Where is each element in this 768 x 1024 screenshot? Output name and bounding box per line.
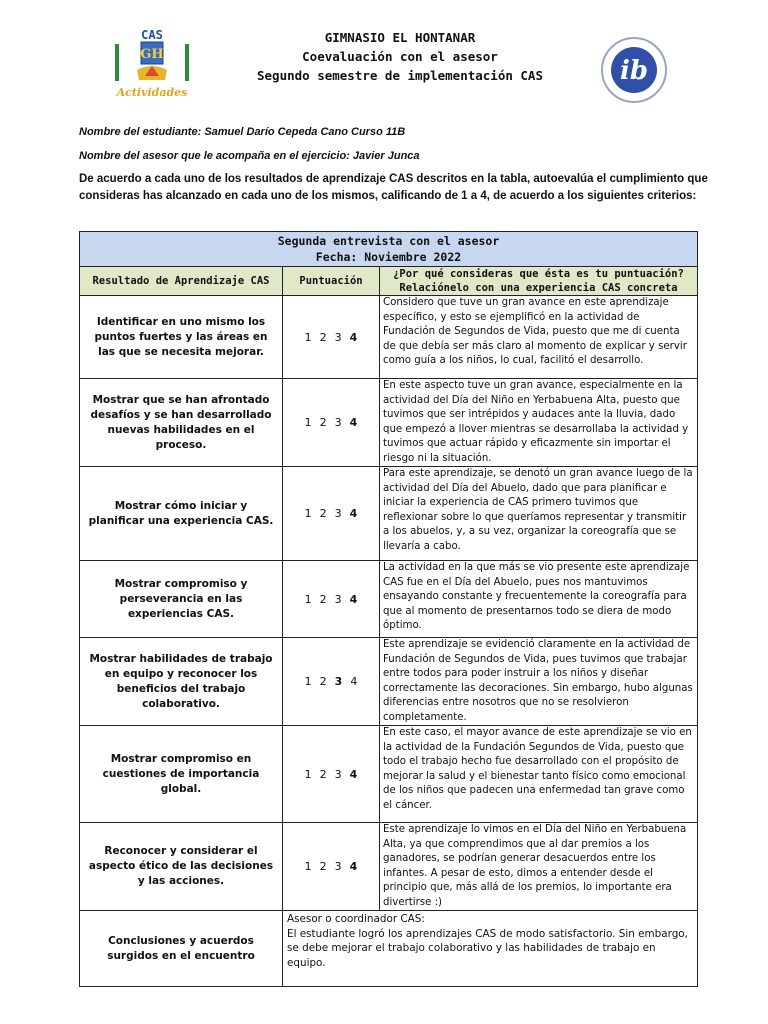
score-option: 1: [304, 507, 312, 520]
score-option: 4: [349, 507, 358, 520]
justification-text: Para este aprendizaje, se denotó un gran avance luego de la actividad del Día del Abuelo, dado que para planificar e iniciar la experiencia de CAS primero tuvimos que reflexionar sobre lo que queríamos representar y transmitir a los abuelos, y, a su vez, organizar la coreografía que se llevaría a cabo.: [380, 467, 698, 561]
justification-text: Este aprendizaje se evidenció claramente en la actividad de Fundación de Segundos de Vida, pues tuvimos que trabajar entre todos para poder instruir a los niños y diseñar correctamente las decoraciones. Sin embargo, hubo algunas diferencias entre nosotros que no se resolvieron completamente.: [380, 638, 698, 726]
cas-logo-title: CAS: [141, 28, 163, 42]
score-option: 1: [304, 592, 312, 606]
table-row: [80, 296, 698, 379]
score-option: 2: [319, 860, 327, 873]
advisor-name: Javier Junca: [352, 150, 420, 162]
learning-outcome: Mostrar cómo iniciar y planificar una experiencia CAS.: [80, 467, 283, 561]
advisor-line: [79, 150, 719, 162]
table-date: Fecha: Noviembre 2022: [315, 250, 462, 264]
score-option: 3: [334, 592, 342, 606]
conclusions-label: Conclusiones y acuerdos surgidos en el encuentro: [80, 911, 283, 987]
score-option: 4: [349, 330, 358, 344]
table-body: [80, 296, 698, 911]
ib-logo: [600, 36, 668, 104]
score-option: 1: [304, 675, 312, 688]
student-name: Samuel Darío Cepeda Cano Curso 11B: [204, 126, 406, 138]
score-cell: [283, 561, 380, 638]
column-header-why: ¿Por qué consideras que ésta es tu puntuación? Relaciónelo con una experiencia CAS concreta: [380, 267, 698, 296]
cas-logo: [107, 26, 197, 102]
table-row: [80, 638, 698, 726]
document-header: [0, 0, 768, 110]
table-row: [80, 726, 698, 823]
score-option: 4: [349, 860, 358, 873]
table-row: [80, 379, 698, 467]
score-option: 3: [334, 507, 342, 520]
conclusions-title: Asesor o coordinador CAS:: [287, 913, 425, 925]
learning-outcome: Identificar en uno mismo los puntos fuertes y las áreas en las que se necesita mejorar.: [80, 296, 283, 379]
document-subtitle: Coevaluación con el asesor: [302, 49, 498, 64]
student-line: [79, 126, 719, 138]
semester-title: Segundo semestre de implementación CAS: [257, 68, 543, 83]
table-row: [80, 467, 698, 561]
learning-outcome: Mostrar compromiso y perseverancia en las experiencias CAS.: [80, 561, 283, 638]
learning-outcome: Mostrar compromiso en cuestiones de importancia global.: [80, 726, 283, 823]
student-label: Nombre del estudiante:: [79, 126, 202, 138]
score-option: 4: [350, 675, 358, 688]
score-option: 1: [304, 860, 312, 873]
score-option: 1: [304, 767, 312, 781]
score-option: 1: [304, 330, 312, 344]
evaluation-table: [79, 231, 698, 987]
advisor-label: Nombre del asesor que le acompaña en el ejercicio:: [79, 150, 350, 162]
score-option: 3: [334, 330, 342, 344]
score-cell: [283, 638, 380, 726]
score-option: 4: [349, 416, 358, 429]
table-row: [80, 823, 698, 911]
ib-logo-text: ib: [619, 56, 649, 86]
score-option: 4: [349, 767, 358, 781]
score-cell: [283, 467, 380, 561]
table-header-row: [80, 267, 698, 296]
learning-outcome: Mostrar que se han afrontado desafíos y se han desarrollado nuevas habilidades en el proceso.: [80, 379, 283, 467]
conclusions-row: [80, 911, 698, 987]
instructions-paragraph: De acuerdo a cada uno de los resultados de aprendizaje CAS descritos en la tabla, autoevalúa el cumplimiento que consideras has alcanzado en cada uno de los mismos, calificando de 1 a 4, de acuerdo a los siguientes criterios:: [79, 173, 708, 202]
justification-text: Este aprendizaje lo vimos en el Día del Niño en Yerbabuena Alta, ya que comprendimos que al dar premios a los ganadores, se podrían generar desacuerdos entre los infantes. A pesar de esto, dimos a entender desde el principio que, más allá de los premios, lo importante era divertirse :): [380, 823, 698, 911]
justification-text: Considero que tuve un gran avance en este aprendizaje específico, y esto se ejemplificó en la actividad de Fundación de Segundos de Vida, puesto que me di cuenta de que debía ser más claro al momento de explicar y servir como guía a los niños, lo cual, facilitó el desarrollo.: [380, 296, 698, 379]
title-block: [200, 28, 600, 85]
conclusions-text-cell: [283, 911, 698, 987]
score-cell: [283, 296, 380, 379]
column-header-score: Puntuación: [283, 267, 380, 296]
score-option: 4: [349, 592, 358, 606]
score-option: 2: [319, 592, 327, 606]
score-option: 2: [319, 507, 327, 520]
score-cell: [283, 823, 380, 911]
score-option: 2: [319, 330, 327, 344]
score-option: 3: [334, 675, 343, 688]
column-header-result: Resultado de Aprendizaje CAS: [80, 267, 283, 296]
justification-text: En este caso, el mayor avance de este aprendizaje se vio en la actividad de la Fundación Segundos de Vida, puesto que todo el trabajo hecho fue desarrollado con el propósito de mejorar la salud y el bienestar tanto físico como emocional de los niños que padecen una enfermedad tan grave como el cáncer.: [380, 726, 698, 823]
score-cell: [283, 726, 380, 823]
score-option: 3: [334, 767, 342, 781]
score-option: 2: [319, 416, 327, 429]
table-title-row: [80, 232, 698, 267]
justification-text: En este aspecto tuve un gran avance, especialmente en la actividad del Día del Niño en Yerbabuena Alta, puesto que tuvimos que ser intrépidos y audaces ante la lluvia, dado que empezó a llover mientras se desarrollaba la actividad y tuvimos que actuar rápido y eficazmente sin importar el riesgo ni la situación.: [380, 379, 698, 467]
score-cell: [283, 379, 380, 467]
score-option: 3: [334, 860, 342, 873]
conclusions-text: El estudiante logró los aprendizajes CAS de modo satisfactorio. Sin embargo, se debe mejorar el trabajo colaborativo y las habilidades de trabajo en equipo.: [287, 927, 688, 969]
table-title: Segunda entrevista con el asesor: [277, 234, 500, 248]
learning-outcome: Reconocer y considerar el aspecto ético de las decisiones y las acciones.: [80, 823, 283, 911]
table-row: [80, 561, 698, 638]
justification-text: La actividad en la que más se vio presente este aprendizaje CAS fue en el Día del Abuelo, pues nos mantuvimos ensayando constante y frecuentemente la coreografía para que al momento de presentarnos todo se diera de modo óptimo.: [380, 561, 698, 638]
score-option: 1: [304, 416, 312, 429]
svg-text:GH: GH: [140, 47, 164, 62]
school-name: GIMNASIO EL HONTANAR: [324, 30, 476, 45]
learning-outcome: Mostrar habilidades de trabajo en equipo y reconocer los beneficios del trabajo colaborativo.: [80, 638, 283, 726]
score-option: 3: [334, 416, 342, 429]
score-option: 2: [319, 767, 327, 781]
score-option: 2: [319, 675, 327, 688]
cas-logo-subtitle: Actividades: [116, 86, 188, 99]
